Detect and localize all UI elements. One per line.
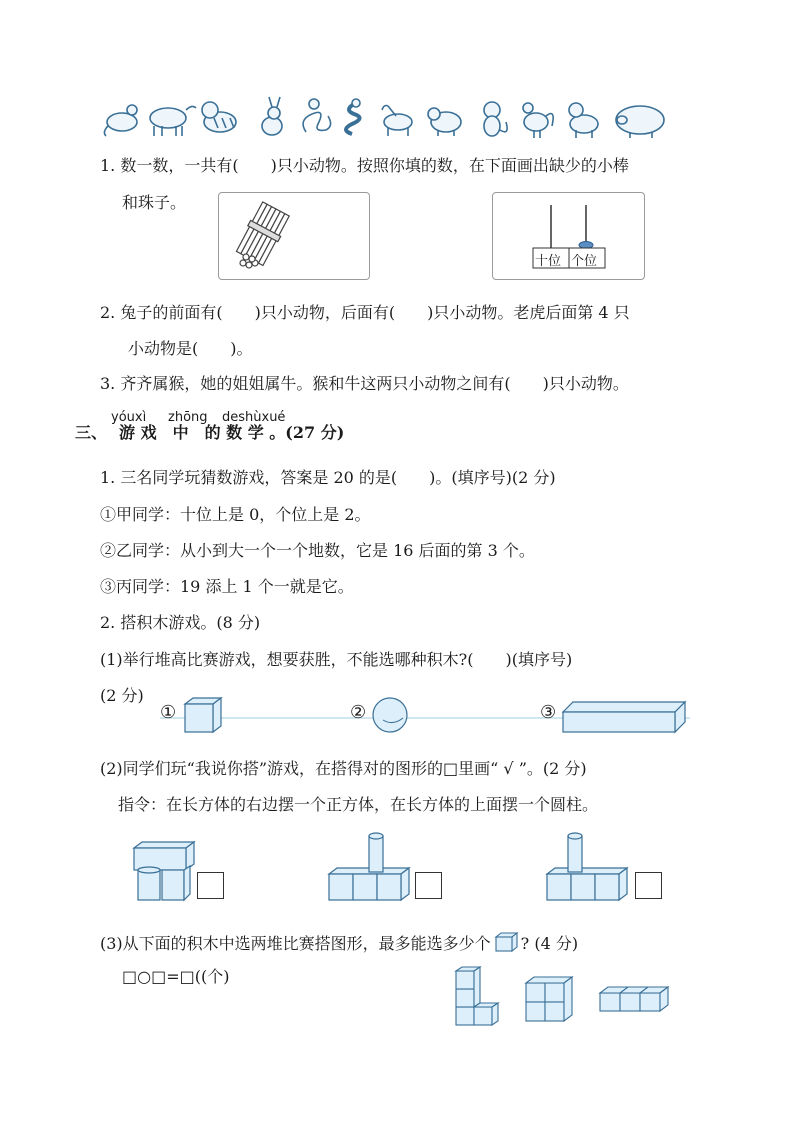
s3q2-part3-text-a: (3)从下面的积木中选两堆比赛搭图形，最多能选多少个 xyxy=(100,934,491,953)
block-stack-1 xyxy=(456,967,498,1025)
block-label-1: ① xyxy=(160,702,177,723)
abacus-bead xyxy=(579,242,593,249)
block-stacks xyxy=(450,965,680,1035)
tiger-icon xyxy=(202,102,236,132)
q3-line1: 3. 齐齐属猴，她的姐姐属牛。猴和牛这两只小动物之间有( )只小动物。 xyxy=(100,374,629,393)
block-stack-2 xyxy=(526,977,572,1021)
s3q2-part1-line2: (2 分) xyxy=(100,686,144,705)
snake-icon xyxy=(346,99,360,134)
abacus-icon xyxy=(493,193,644,279)
small-cube-icon xyxy=(493,930,519,952)
checkbox-a[interactable] xyxy=(197,872,224,899)
monkey-icon xyxy=(484,102,507,136)
sticks-box xyxy=(218,192,370,280)
block-stack-3 xyxy=(600,987,668,1011)
answer-equation: □○□=□((个) xyxy=(122,967,230,986)
cuboid-block xyxy=(563,702,685,732)
pinyin-zhong: zhōng xyxy=(168,410,208,425)
dragon-icon xyxy=(303,99,330,132)
s3q1-title: 1. 三名同学玩猜数游戏，答案是 20 的是( )。(填序号)(2 分) xyxy=(100,468,556,487)
checkbox-c[interactable] xyxy=(635,872,662,899)
s3q2-part1-line1: (1)举行堆高比赛游戏，想要获胜，不能选哪种积木?( )(填序号) xyxy=(100,650,573,669)
section-title: 游 戏 中 的 数 学 。(27 分) xyxy=(119,423,345,442)
pig-icon xyxy=(616,106,664,138)
mouse-icon xyxy=(104,105,137,136)
ox-icon xyxy=(150,106,196,136)
pinyin-deshuxue: deshùxué xyxy=(222,410,286,425)
section-3-heading xyxy=(75,420,344,443)
q1-line2: 和珠子。 xyxy=(122,193,187,212)
abacus-tens-label: 十位 xyxy=(535,254,562,269)
q1-line1: 1. 数一数，一共有( )只小动物。按照你填的数，在下面画出缺少的小棒 xyxy=(100,156,629,175)
q2-line2: 小动物是( )。 xyxy=(128,339,253,358)
sheep-icon xyxy=(428,108,461,136)
s3q2-part2-instruction: 指令：在长方体的右边摆一个正方体，在长方体的上面摆一个圆柱。 xyxy=(118,795,599,814)
s3q1-option-3: ③丙同学：19 添上 1 个一就是它。 xyxy=(100,577,354,596)
pinyin-youxi: yóuxì xyxy=(111,410,147,425)
s3q2-title: 2. 搭积木游戏。(8 分) xyxy=(100,613,261,632)
animal-row-illustration xyxy=(100,96,670,140)
abacus-ones-label: 个位 xyxy=(571,254,598,269)
checkbox-b[interactable] xyxy=(415,872,442,899)
s3q1-option-1: ①甲同学：十位上是 0，个位上是 2。 xyxy=(100,505,371,524)
s3q2-part2-line1: (2)同学们玩“我说你搭”游戏，在搭得对的图形的□里画“ √ ”。(2 分) xyxy=(100,759,587,778)
horse-icon xyxy=(382,106,412,137)
q2-line1: 2. 兔子的前面有( )只小动物，后面有( )只小动物。老虎后面第 4 只 xyxy=(100,303,630,322)
block-label-2: ② xyxy=(350,702,367,723)
s3q1-option-2: ②乙同学：从小到大一个一个地数，它是 16 后面的第 3 个。 xyxy=(100,541,535,560)
s3q2-part3-text-b: ? (4 分) xyxy=(520,934,579,953)
s3q2-part3-text xyxy=(100,930,578,955)
stick-bundle-icon xyxy=(219,193,369,279)
block-label-3: ③ xyxy=(540,702,557,723)
rooster-icon xyxy=(523,103,553,138)
sphere-block xyxy=(373,698,407,732)
blocks-row xyxy=(155,690,695,740)
abacus-box xyxy=(492,192,645,280)
arrangement-b xyxy=(325,828,425,908)
arrangement-c xyxy=(543,828,643,908)
arrangement-a xyxy=(130,830,330,905)
rabbit-icon xyxy=(262,97,282,135)
dog-icon xyxy=(569,103,598,138)
cube-block xyxy=(185,698,221,732)
section-number: 三、 xyxy=(75,423,108,442)
